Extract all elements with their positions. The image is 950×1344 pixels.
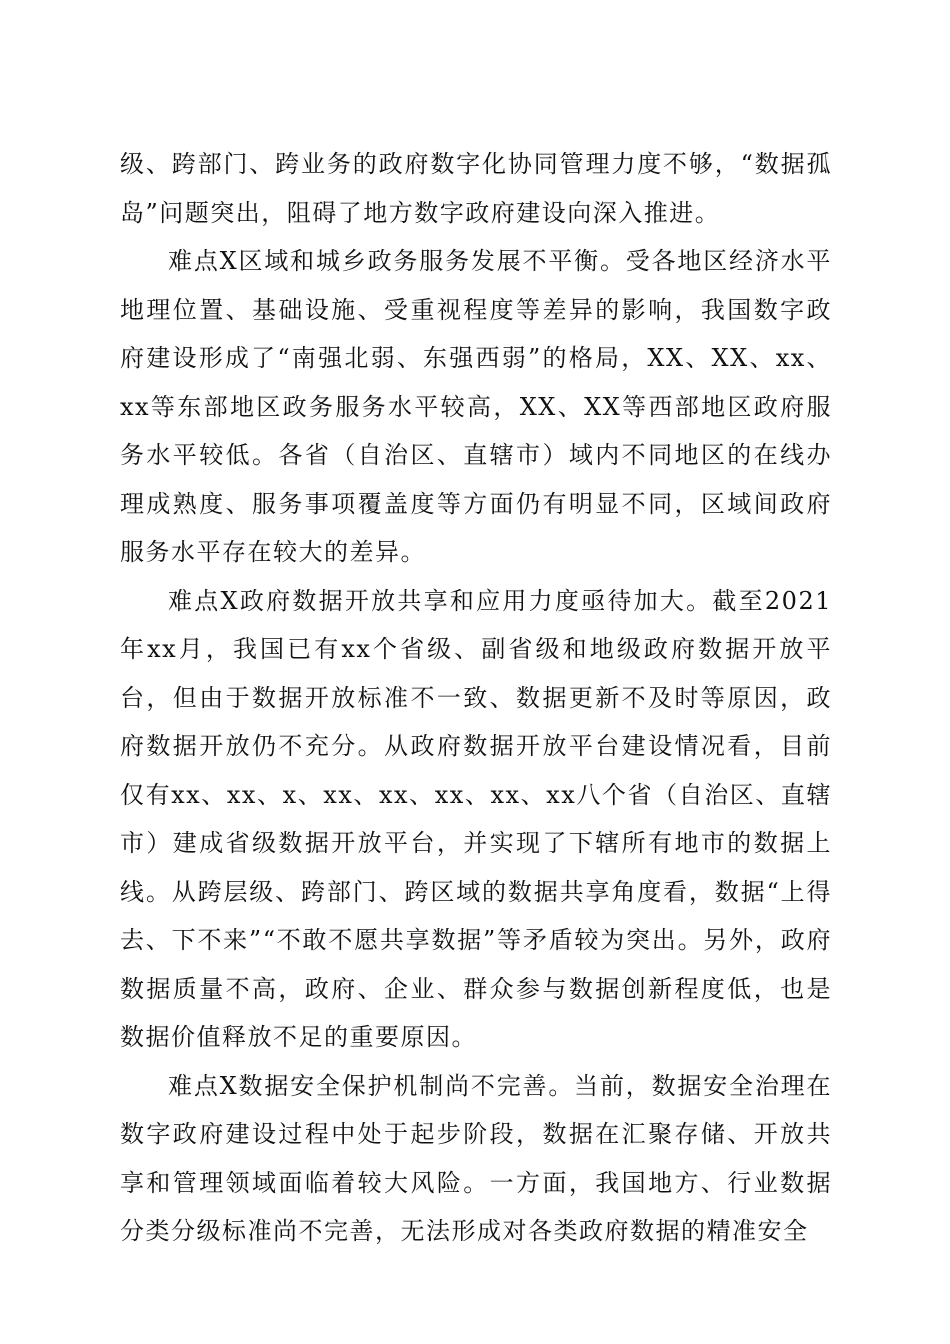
- paragraph-data-sharing: 难点X政府数据开放共享和应用力度亟待加大。截至2021年xx月，我国已有xx个省级、副省级和地级政府数据开放平台，但由于数据开放标准不一致、数据更新不及时等原因，政府数据开放仍不充分。从政府数据开放平台建设情况看，目前仅有xx、xx、x、xx、xx、xx、xx、xx八个省（自治区、直辖市）建成省级数据开放平台，并实现了下辖所有地市的数据上线。从跨层级、跨部门、跨区域的数据共享角度看，数据“上得去、下不来”“不敢不愿共享数据”等矛盾较为突出。另外，政府数据质量不高，政府、企业、群众参与数据创新程度低，也是数据价值释放不足的重要原因。: [120, 586, 832, 1051]
- paragraph-regional-imbalance: 难点X区域和城乡政务服务发展不平衡。受各地区经济水平地理位置、基础设施、受重视程度等差异的影响，我国数字政府建设形成了“南强北弱、东强西弱”的格局，XX、XX、xx、xx等东部地区政务服务水平较高，XX、XX等西部地区政府服务水平较低。各省（自治区、直辖市）域内不同地区的在线办理成熟度、服务事项覆盖度等方面仍有明显不同，区域间政府服务水平存在较大的差异。: [120, 247, 832, 566]
- paragraph-continuation: 级、跨部门、跨业务的政府数字化协同管理力度不够，“数据孤岛”问题突出，阻碍了地方数字政府建设向深入推进。: [120, 150, 832, 227]
- paragraph-data-security: 难点X数据安全保护机制尚不完善。当前，数据安全治理在数字政府建设过程中处于起步阶段，数据在汇聚存储、开放共享和管理领域面临着较大风险。一方面，我国地方、行业数据分类分级标准尚不完善，无法形成对各类政府数据的精准安全: [120, 1071, 832, 1245]
- body-text: [120, 140, 832, 1256]
